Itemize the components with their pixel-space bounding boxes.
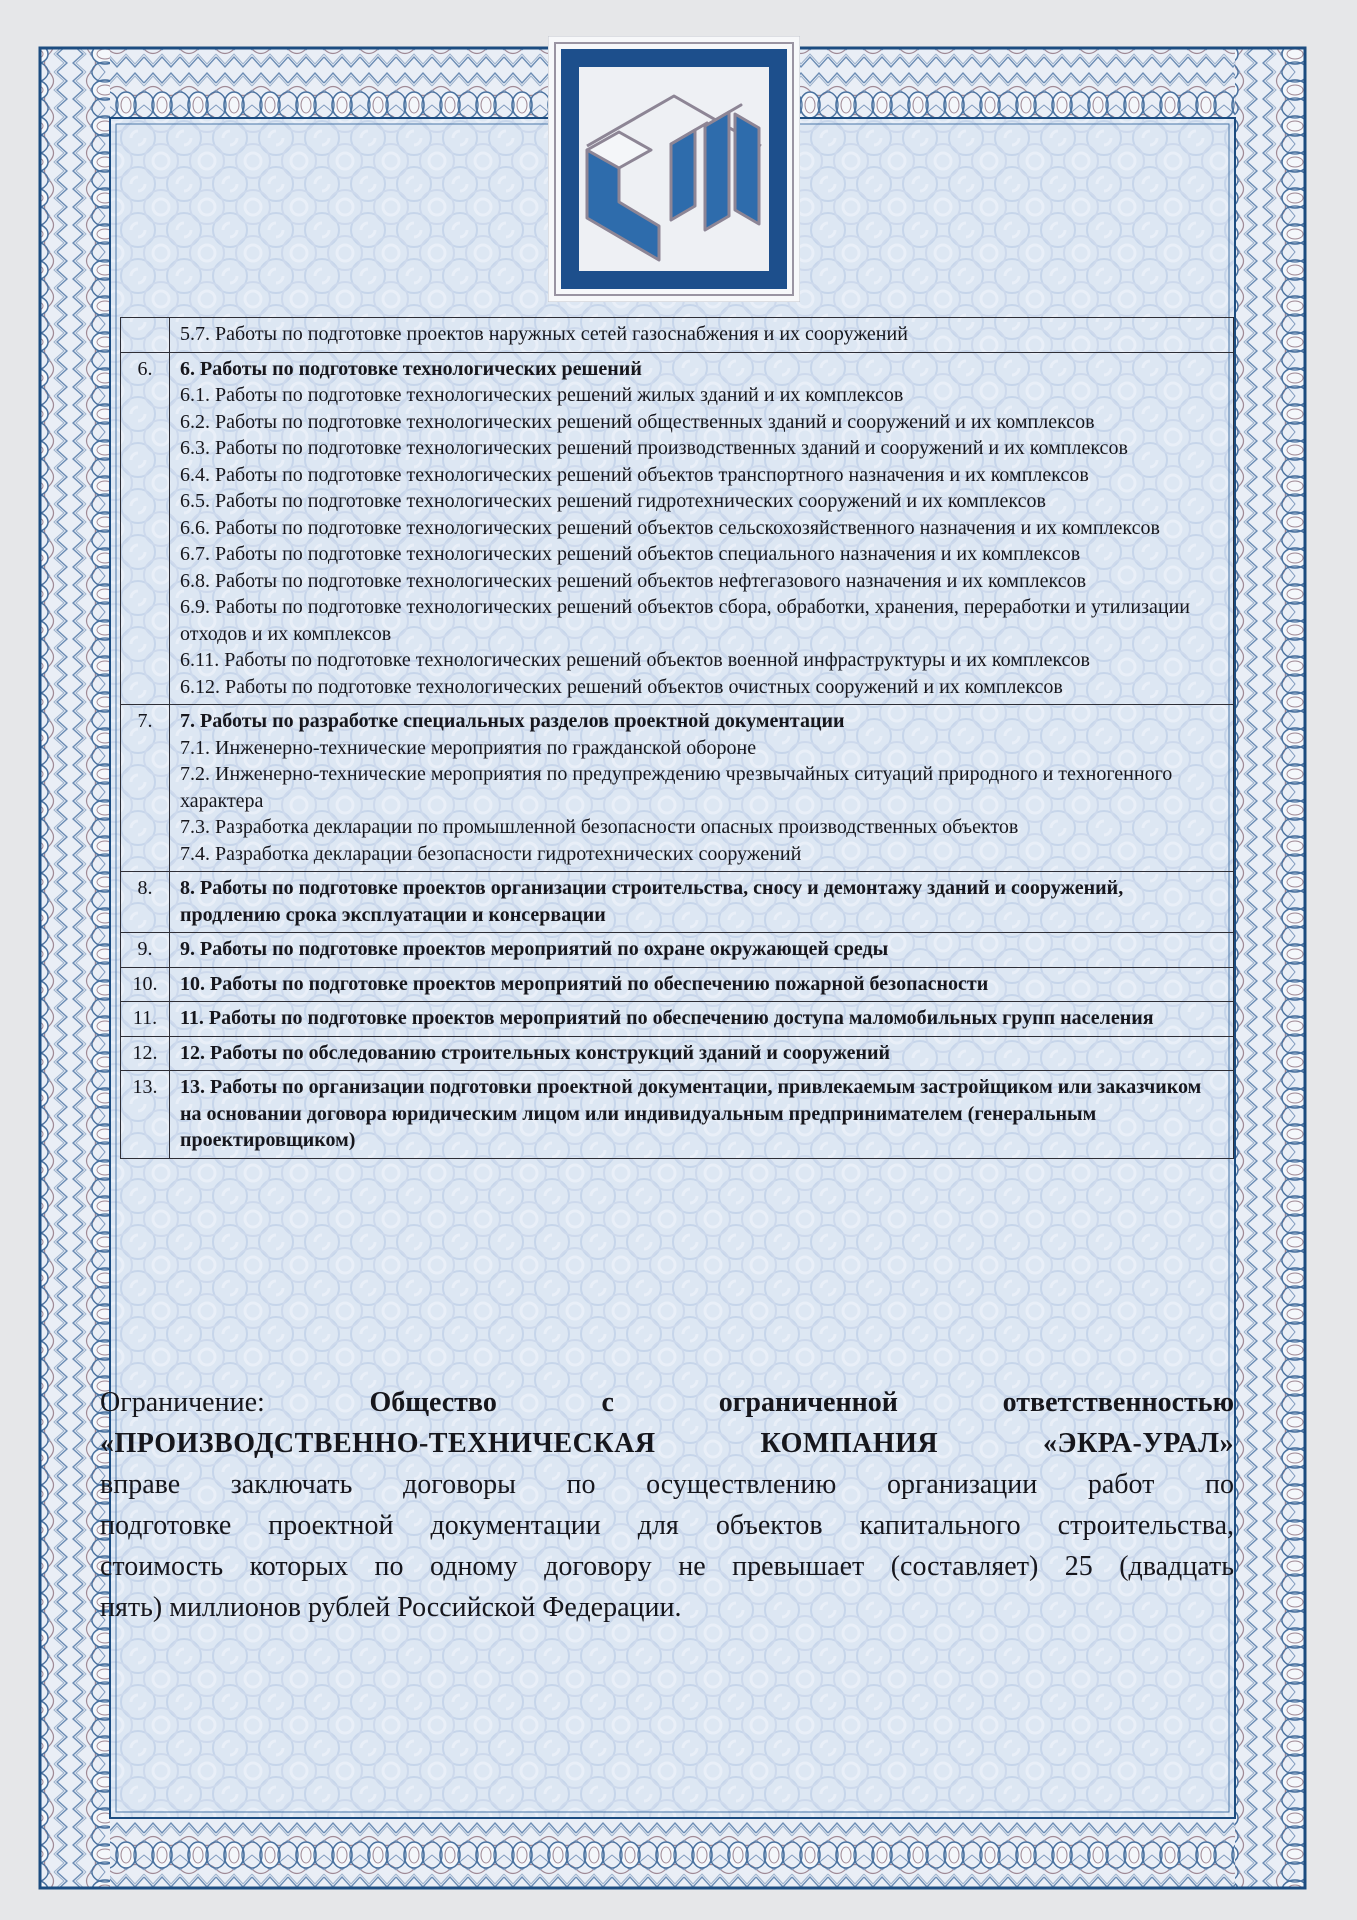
works-table [120, 317, 1234, 1159]
work-item: 7.1. Инженерно-технические мероприятия по гражданской обороне [180, 736, 757, 759]
row-content [170, 352, 1234, 705]
work-item: 6.3. Работы по подготовке технологических решений производственных зданий и сооружений и их комплексов [180, 437, 1128, 459]
work-item: 11. Работы по подготовке проектов мероприятий по обеспечению доступа маломобильных групп населения [180, 1007, 1154, 1029]
row-number: 7. [121, 705, 170, 872]
table-row [121, 1036, 1234, 1071]
row-number: 9. [121, 933, 170, 968]
table-row [121, 1071, 1234, 1159]
table-row [121, 872, 1234, 933]
table-row [121, 933, 1234, 968]
work-item: 6.1. Работы по подготовке технологических решений жилых зданий и их комплексов [180, 384, 904, 406]
work-item: 7.3. Разработка декларации по промышленной безопасности опасных производственных объектов [180, 816, 1019, 838]
work-item: 6.8. Работы по подготовке технологических решений объектов нефтегазового назначения и их комплексов [180, 569, 1087, 592]
limitation-line [100, 1505, 1234, 1546]
table-row [121, 967, 1234, 1002]
work-item: 6.2. Работы по подготовке технологических решений общественных зданий и сооружений и их комплексов [180, 410, 1095, 433]
row-number: 6. [121, 352, 170, 705]
row-number: 10. [121, 967, 170, 1002]
row-content [170, 933, 1234, 968]
row-content [170, 872, 1234, 933]
work-item: 13. Работы по организации подготовки проектной документации, привлекаемым застройщиком или заказчиком на основании договора юридическим лицом или индивидуальным предпринимателем (генеральным проектировщиком) [180, 1076, 1202, 1151]
work-item: 10. Работы по подготовке проектов мероприятий по обеспечению пожарной безопасности [180, 972, 989, 995]
work-item: 6.11. Работы по подготовке технологических решений объектов военной инфраструктуры и их комплексов [180, 649, 1090, 671]
limitation-text: стоимость которых по одному договору не превышает (составляет) 25 (двадцать [100, 1551, 1234, 1582]
row-content [170, 1002, 1234, 1037]
work-item: 6.12. Работы по подготовке технологических решений объектов очистных сооружений и их комплексов [180, 675, 1063, 698]
row-number: 8. [121, 872, 170, 933]
row-content [170, 318, 1234, 353]
row-content [170, 1071, 1234, 1159]
limitation-bold-text: Общество с ограниченной ответственностью [369, 1387, 1235, 1418]
limitation-line [100, 1464, 1234, 1505]
company-logo [548, 36, 800, 302]
work-item: 6.5. Работы по подготовке технологических решений гидротехнических сооружений и их комплексов [180, 490, 1046, 512]
work-item: 6.6. Работы по подготовке технологических решений объектов сельскохозяйственного назначения и их комплексов [180, 516, 1160, 539]
limitation-text: Ограничение: [100, 1387, 265, 1418]
row-content [170, 1036, 1234, 1071]
limitation-line [100, 1423, 1234, 1464]
limitation-line [100, 1587, 1234, 1628]
work-item: 6.4. Работы по подготовке технологических решений объектов транспортного назначения и их комплексов [180, 463, 1089, 486]
work-item: 9. Работы по подготовке проектов мероприятий по охране окружающей среды [180, 938, 889, 960]
limitation-line [100, 1546, 1234, 1587]
work-item: 7. Работы по разработке специальных разделов проектной документации [180, 710, 845, 732]
row-content [170, 705, 1234, 872]
limitation-text: пять) миллионов рублей Российской Федерации. [100, 1592, 682, 1623]
row-number: 12. [121, 1036, 170, 1071]
table-row [121, 1002, 1234, 1037]
limitation-bold-text: «ПРОИЗВОДСТВЕННО-ТЕХНИЧЕСКАЯ КОМПАНИЯ «ЭКРА-УРАЛ» [100, 1428, 1234, 1459]
limitation-line [100, 1382, 1234, 1423]
isometric-cube-logo-icon [548, 36, 800, 302]
row-number: 13. [121, 1071, 170, 1159]
row-content [170, 967, 1234, 1002]
work-item: 6.9. Работы по подготовке технологических решений объектов сбора, обработки, хранения, переработки и утилизации отходов и их комплексов [180, 596, 1190, 645]
limitation-text: вправе заключать договоры по осуществлению организации работ по [100, 1469, 1234, 1500]
work-item: 6. Работы по подготовке технологических решений [180, 357, 642, 380]
row-number: 11. [121, 1002, 170, 1037]
limitation-text: подготовке проектной документации для объектов капитального строительства, [100, 1510, 1234, 1541]
limitation-paragraph [100, 1382, 1234, 1628]
table-row [121, 705, 1234, 872]
work-item: 7.2. Инженерно-технические мероприятия по предупреждению чрезвычайных ситуаций природного и техногенного характера [180, 763, 1173, 812]
table-row [121, 318, 1234, 353]
work-item: 6.7. Работы по подготовке технологических решений объектов специального назначения и их комплексов [180, 543, 1081, 565]
row-number [121, 318, 170, 353]
work-item: 12. Работы по обследованию строительных конструкций зданий и сооружений [180, 1041, 891, 1064]
work-item: 7.4. Разработка декларации безопасности гидротехнических сооружений [180, 842, 802, 865]
work-item: 8. Работы по подготовке проектов организации строительства, сносу и демонтажу зданий и сооружений, продлению срока эксплуатации и консервации [180, 877, 1124, 926]
work-item: 5.7. Работы по подготовке проектов наружных сетей газоснабжения и их сооружений [180, 323, 908, 345]
table-row [121, 352, 1234, 705]
